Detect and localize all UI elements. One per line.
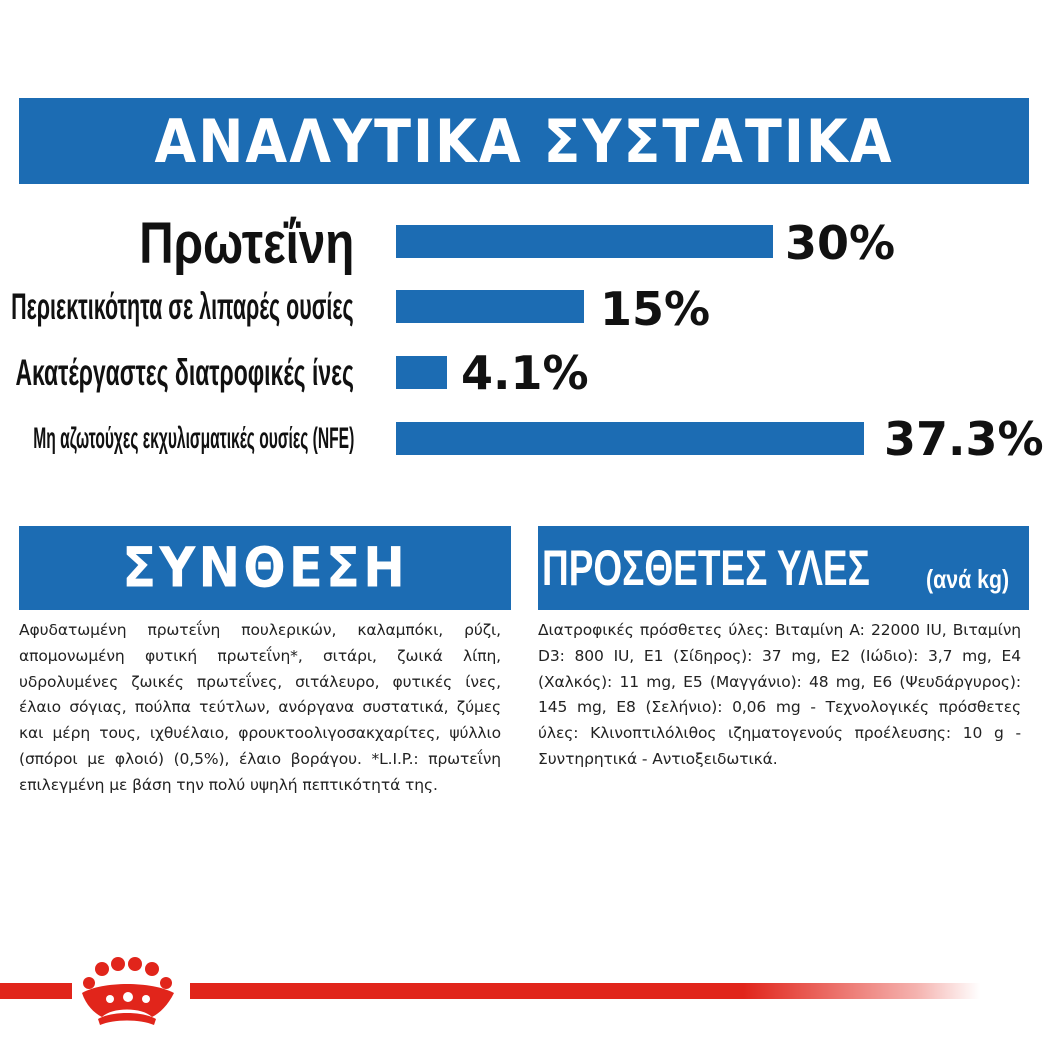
additives-text: Διατροφικές πρόσθετες ύλες: Βιταμίνη A: 22000 IU, Βιταμίνη D3: 800 IU, E1 (Σίδηρος): 37 mg, E2 (Ιώδιο): 3,7 mg, E4 (Χαλκός): 11 mg, E5 (Μαγγάνιο): 48 mg, E6 (Ψευδάργυρος): 145 mg, E8 (Σελήνιο): 0,06 mg - Τεχνολογικές πρόσθετες ύλες: Κλινοπτιλόλιθος ιζηματογενούς προέλευσης: 10 g - Συντηρητικά - Αντιοξειδωτικά. — [538, 621, 1021, 768]
row-label-nfe: Μη αζωτούχες εκχυλισματικές ουσίες (NFE) — [33, 422, 354, 455]
composition-text: Αφυδατωμένη πρωτεΐνη πουλερικών, καλαμπόκι, ρύζι, απομονωμένη φυτική πρωτεΐνη*, σιτάρι, ζωικά λίπη, υδρολυμένες ζωικές πρωτεΐνες, σιτάλευρο, φυτικές ίνες, έλαιο σόγιας, πούλπα τεύτλων, ανόργανα συστατικά, ζύμες και μέρη τους, ιχθυέλαιο, φρουκτοολιγοσακχαρίτες, ψύλλιο (σπόροι με φλοιό) (0,5%), έλαιο βοράγου. *L.I.P.: πρωτεΐνη επιλεγμένη με βάση την πολύ υψηλή πεπτικότητά της. — [19, 621, 501, 794]
row-label-fat: Περιεκτικότητα σε λιπαρές ουσίες — [11, 286, 354, 327]
percent-fibre: 4.1% — [461, 346, 589, 400]
additives-title: ΠΡΟΣΘΕΤΕΣ ΥΛΕΣ — [542, 540, 870, 596]
row-label-protein: Πρωτεΐνη — [138, 211, 354, 276]
footer-red-line-left — [0, 983, 72, 999]
footer-red-line-right — [190, 983, 980, 999]
additives-banner — [538, 526, 1029, 610]
percent-protein: 30% — [785, 216, 896, 270]
additives-subtitle: (ανά kg) — [926, 564, 1010, 594]
analytical-constituents-banner — [19, 98, 1029, 184]
composition-banner — [19, 526, 511, 610]
bar-nfe — [396, 422, 864, 455]
composition-title: ΣΥΝΘΕΣΗ — [122, 536, 408, 600]
bar-fibre — [396, 356, 447, 389]
analytical-constituents-title: ΑΝΑΛΥΤΙΚΑ ΣΥΣΤΑΤΙΚΑ — [154, 106, 894, 176]
percent-fat: 15% — [600, 282, 711, 336]
percent-nfe: 37.3% — [884, 412, 1044, 466]
bar-protein — [396, 225, 773, 258]
bar-fat — [396, 290, 584, 323]
row-label-fibre: Ακατέργαστες διατροφικές ίνες — [15, 352, 354, 393]
royal-canin-crown-icon — [72, 955, 190, 1027]
